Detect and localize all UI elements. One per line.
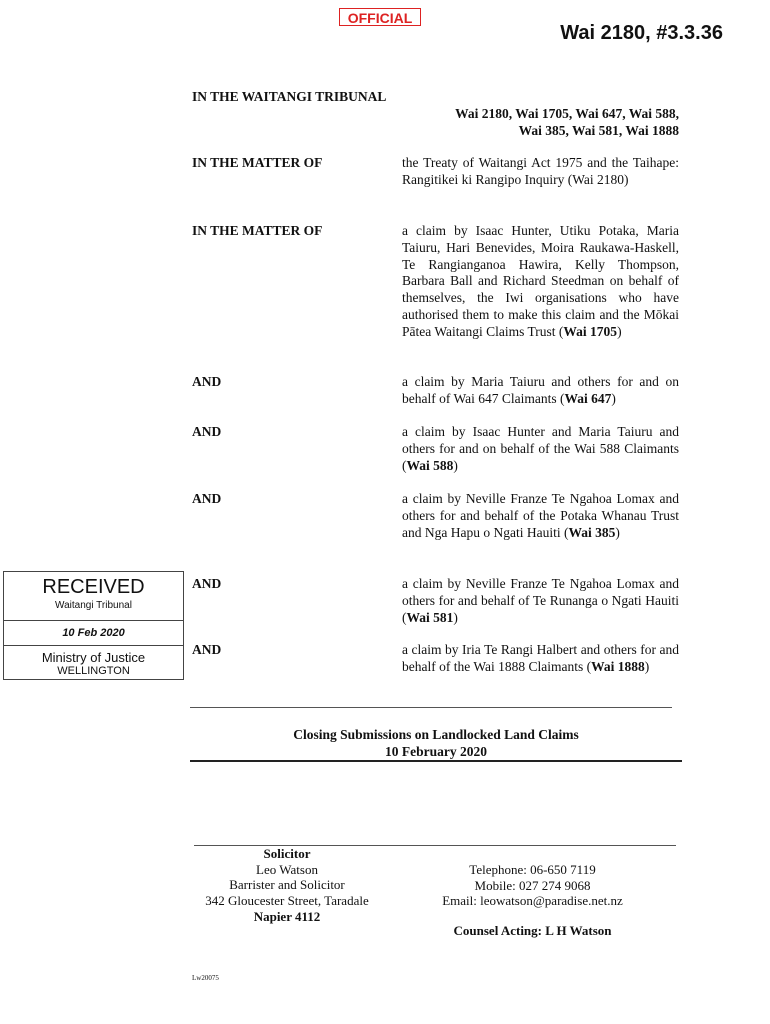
official-stamp: OFFICIAL [339, 8, 421, 26]
document-reference: Wai 2180, #3.3.36 [560, 22, 723, 44]
close-paren: ) [453, 609, 458, 625]
party-description: the Treaty of Waitangi Act 1975 and the Taihape: Rangitikei ki Rangipo Inquiry (Wai 2180) [402, 155, 679, 187]
party-text [402, 424, 679, 474]
wai-numbers-line1: Wai 2180, Wai 1705, Wai 647, Wai 588, [455, 106, 679, 121]
solicitor-city: Napier 4112 [253, 908, 321, 924]
party-label: AND [192, 424, 222, 439]
wai-number: Wai 1705 [563, 323, 618, 339]
received-city: WELLINGTON [57, 665, 130, 677]
wai-number: Wai 385 [568, 524, 616, 540]
document-title-date: 10 February 2020 [385, 744, 487, 759]
solicitor-name: Leo Watson [256, 861, 318, 877]
wai-number: Wai 588 [406, 457, 454, 473]
party-description: a claim by Iria Te Rangi Halbert and others for and behalf of the Wai 1888 Claimants ( [402, 642, 679, 674]
party-label: AND [192, 642, 222, 657]
received-stamp-header [4, 572, 183, 621]
contact-email: Email: leowatson@paradise.net.nz [442, 893, 623, 909]
party-description: a claim by Neville Franze Te Ngahoa Lomax and others for and behalf of Te Runanga o Ngati Hauiti ( [402, 576, 679, 625]
divider [190, 707, 672, 708]
solicitor-block [194, 846, 380, 925]
party-text [402, 642, 679, 676]
party-text [402, 155, 679, 189]
contact-telephone: Telephone: 06-650 7119 [469, 862, 596, 877]
wai-number: Wai 1888 [591, 658, 645, 674]
close-paren: ) [611, 390, 616, 406]
contact-mobile: Mobile: 027 274 9068 [474, 877, 591, 893]
received-stamp [3, 571, 184, 680]
party-description: a claim by Maria Taiuru and others for and on behalf of Wai 647 Claimants ( [402, 374, 679, 406]
received-ministry: Ministry of Justice [41, 650, 146, 665]
party-text [402, 576, 679, 626]
close-paren: ) [644, 658, 650, 674]
close-paren: ) [617, 323, 622, 339]
wai-numbers-line2: Wai 385, Wai 581, Wai 1888 [518, 122, 679, 138]
received-stamp-footer [4, 650, 183, 677]
solicitor-address: 342 Gloucester Street, Taradale [205, 893, 369, 909]
party-label: IN THE MATTER OF [192, 223, 323, 238]
wai-numbers [455, 106, 679, 140]
solicitor-heading: Solicitor [263, 846, 311, 861]
close-paren: ) [453, 457, 458, 473]
received-date-row [4, 621, 183, 646]
party-text [402, 223, 679, 341]
close-paren: ) [615, 524, 620, 540]
title-underline [190, 760, 682, 762]
document-title-line1: Closing Submissions on Landlocked Land Claims [293, 727, 579, 742]
party-label: AND [192, 491, 222, 506]
solicitor-role: Barrister and Solicitor [229, 877, 345, 893]
party-label: AND [192, 374, 222, 389]
party-text [402, 491, 679, 541]
wai-number: Wai 581 [406, 609, 454, 625]
received-date: 10 Feb 2020 [62, 627, 125, 639]
party-text [402, 374, 679, 408]
tribunal-heading: IN THE WAITANGI TRIBUNAL [192, 89, 387, 104]
wai-number: Wai 647 [564, 390, 612, 406]
received-text: RECEIVED [42, 576, 145, 598]
contact-block [420, 862, 645, 909]
party-description: a claim by Neville Franze Te Ngahoa Lomax and others for and behalf of the Potaka Whanau Trust and Nga Hapu o Ngati Hauiti ( [402, 491, 679, 540]
party-description: a claim by Isaac Hunter and Maria Taiuru and others for and on behalf of the Wai 588 Claimants ( [402, 424, 679, 473]
counsel-acting: Counsel Acting: L H Watson [453, 923, 612, 938]
party-description: a claim by Isaac Hunter, Utiku Potaka, Maria Taiuru, Hari Benevides, Moira Raukawa-Haskell, Te Rangianganoa Hawira, Kelly Thompson, Barbara Ball and Richard Steedman on behalf of themselves, the Iwi organisations who have authorised them to make this claim and the Mōkai Pātea Waitangi Claims Trust ( [402, 223, 679, 339]
received-tribunal: Waitangi Tribunal [55, 600, 132, 611]
footer-code: Lw20075 [192, 974, 219, 982]
document-title [190, 726, 682, 760]
party-label: IN THE MATTER OF [192, 155, 323, 170]
party-label: AND [192, 576, 222, 591]
